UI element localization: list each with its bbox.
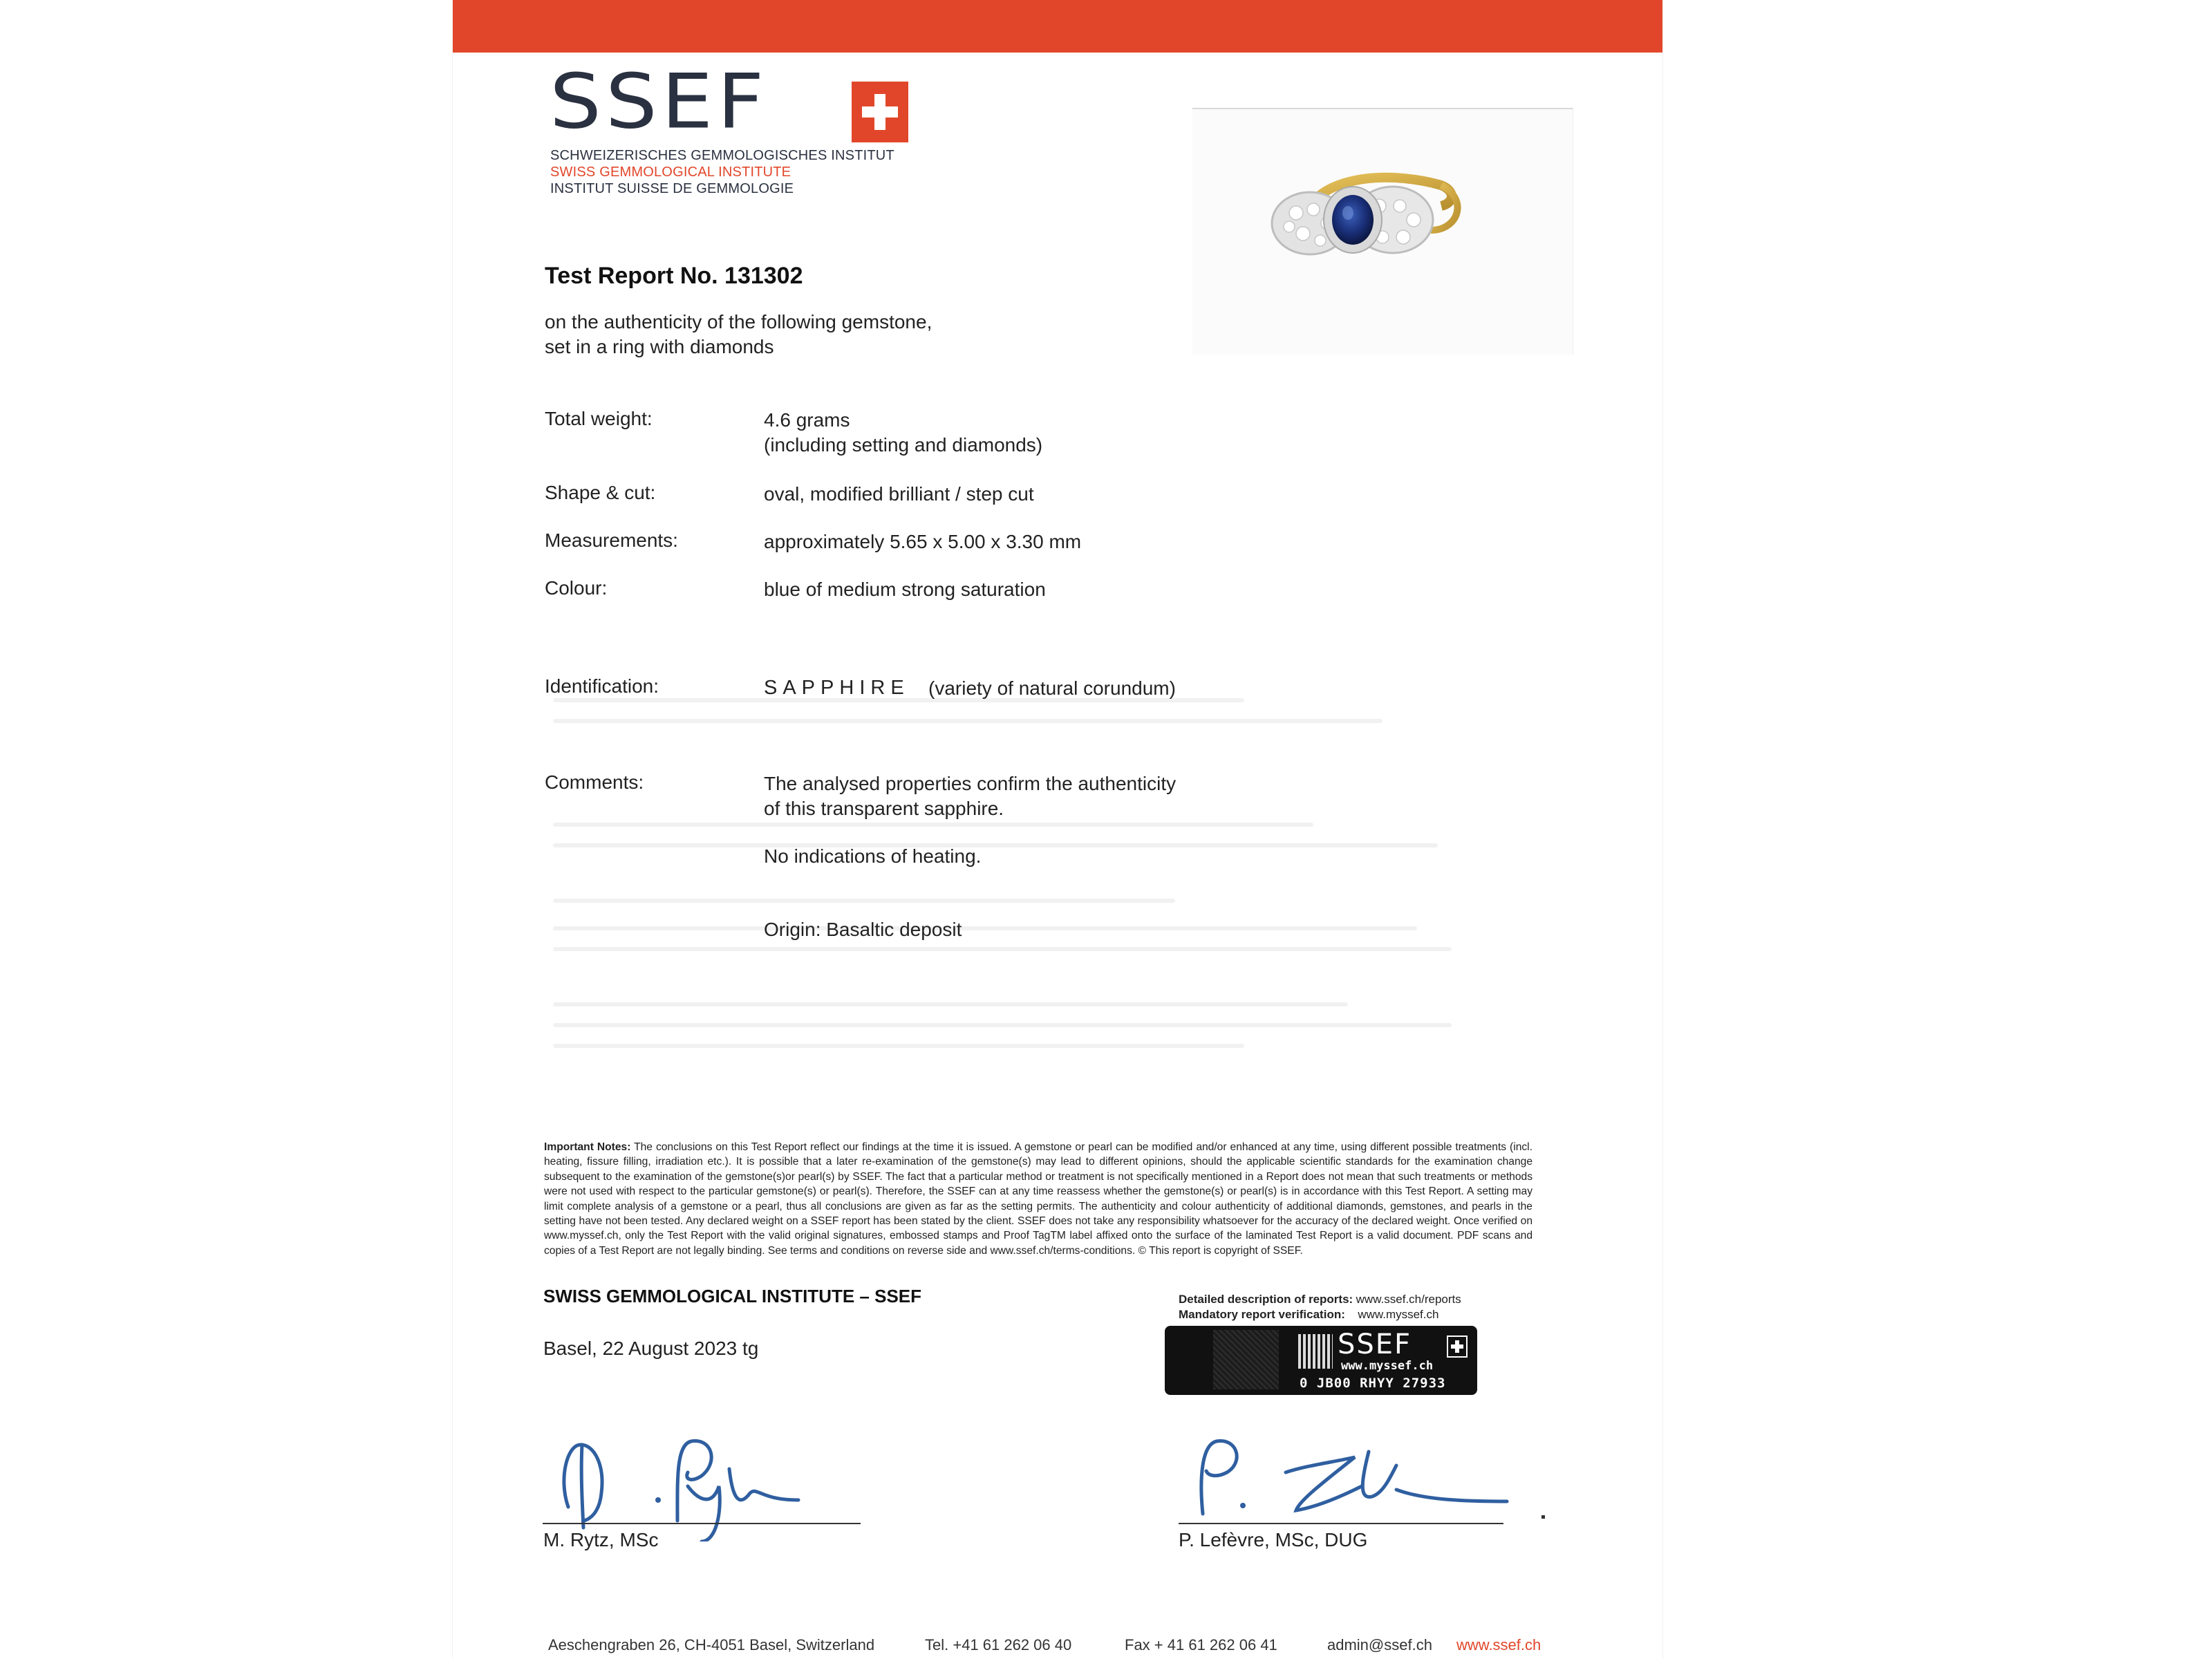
report-description-info xyxy=(1179,1293,1461,1306)
total-weight-label: Total weight: xyxy=(545,408,653,429)
logo-subtitle-english: SWISS GEMMOLOGICAL INSTITUTE xyxy=(550,165,791,180)
comments-line-2: of this transparent sapphire. xyxy=(764,798,1004,819)
comments-line-4: Origin: Basaltic deposit xyxy=(764,919,962,940)
report-intro-line-2: set in a ring with diamonds xyxy=(545,336,774,357)
proof-tag-swiss-cross-icon xyxy=(1447,1335,1468,1358)
mandatory-verification-label: Mandatory report verification: xyxy=(1179,1308,1345,1321)
proof-tag-url: www.myssef.ch xyxy=(1341,1359,1434,1373)
colour-value: blue of medium strong saturation xyxy=(764,579,1046,600)
important-notes-text: The conclusions on this Test Report reflect our findings at the time it is issued. A gemstone or pearl can be modified and/or enhanced at any time, using different possible treatments (incl. heating, fissure filling, irradiation etc.). It is possible that a later re-examination of the gemstone(s) may lead to different opinions, should the applicable scientific standards for the examination change subsequent to the examination of the gemstone(s)or pearl(s) by SSEF. The fact that a particular method or treatment is not specifically mentioned in a Report does not mean that such treatments or methods were not used with respect to the particular gemstone(s) or pearl(s). Therefore, the SSEF can at any time reassess whether the gemstone(s) or pearl(s) is in accordance with this Test Report. A setting may limit complete analysis of a gemstone or a pearl, thus all conclusions are given as far as the setting permits. The authenticity and colour authenticity of additional diamonds, gemstones, and pearls in the setting have not been tested. Any declared weight on a SSEF report has been stated by the client. SSEF does not take any responsibility whatsoever for the accuracy of the declared weight. Once verified on www.myssef.ch, only the Test Report with the valid original signatures, embossed stamps and Proof TagTM label affixed onto the surface of the laminated Test Report is a valid document. PDF scans and copies of a Test Report are not legally binding. See terms and conditions on reverse side and www.ssef.ch/terms-conditions. © This report is copyright of SSEF. xyxy=(544,1141,1533,1257)
place-date: Basel, 22 August 2023 tg xyxy=(543,1338,759,1359)
signature-line-right xyxy=(1179,1523,1503,1524)
proof-tag-code: 0 JB00 RHYY 27933 xyxy=(1300,1376,1446,1391)
report-title: Test Report No. 131302 xyxy=(545,263,803,289)
identification-value: SAPPHIRE xyxy=(764,677,910,699)
comments-line-1: The analysed properties confirm the authenticity xyxy=(764,773,1177,794)
comments-label: Comments: xyxy=(545,771,644,793)
signature-line-left xyxy=(543,1523,861,1524)
identification-label: Identification: xyxy=(545,675,659,697)
report-description-label: Detailed description of reports: xyxy=(1179,1293,1353,1306)
footer-address: Aeschengraben 26, CH-4051 Basel, Switzerland xyxy=(548,1636,875,1653)
signature-dot xyxy=(1541,1515,1545,1519)
issuer-name: SWISS GEMMOLOGICAL INSTITUTE – SSEF xyxy=(543,1286,922,1306)
measurements-value: approximately 5.65 x 5.00 x 3.30 mm xyxy=(764,531,1082,552)
colour-label: Colour: xyxy=(545,577,608,599)
identification-note: (variety of natural corundum) xyxy=(928,677,1176,699)
measurements-label: Measurements: xyxy=(545,529,678,551)
total-weight-note: (including setting and diamonds) xyxy=(764,434,1043,456)
mandatory-verification-info xyxy=(1179,1308,1438,1322)
swiss-cross-icon xyxy=(852,82,908,142)
footer-fax: Fax + 41 61 262 06 41 xyxy=(1125,1636,1277,1653)
shape-cut-value: oval, modified brilliant / step cut xyxy=(764,483,1034,505)
important-notes xyxy=(544,1140,1533,1258)
header-accent-bar xyxy=(453,0,1662,53)
report-intro-line-1: on the authenticity of the following gemstone, xyxy=(545,311,932,332)
shape-cut-label: Shape & cut: xyxy=(545,482,656,503)
signatory-right: P. Lefèvre, MSc, DUG xyxy=(1179,1529,1368,1550)
footer-email[interactable]: admin@ssef.ch xyxy=(1327,1636,1432,1653)
logo-subtitle-german: SCHWEIZERISCHES GEMMOLOGISCHES INSTITUT xyxy=(550,148,894,163)
footer-telephone: Tel. +41 61 262 06 40 xyxy=(925,1636,1072,1653)
footer-website-link[interactable]: www.ssef.ch xyxy=(1456,1636,1541,1653)
ssef-logo-wordmark: SSEF xyxy=(550,57,769,146)
gemstone-photo xyxy=(1192,108,1573,355)
proof-tag-label xyxy=(1165,1326,1477,1395)
proof-tag-brand: SSEF xyxy=(1338,1329,1412,1360)
signatory-left: M. Rytz, MSc xyxy=(543,1529,659,1550)
mandatory-verification-link[interactable]: www.myssef.ch xyxy=(1358,1308,1439,1321)
report-description-link[interactable]: www.ssef.ch/reports xyxy=(1356,1293,1461,1306)
comments-line-3: No indications of heating. xyxy=(764,845,982,867)
important-notes-heading: Important Notes: xyxy=(544,1141,631,1153)
total-weight-value: 4.6 grams xyxy=(764,409,850,431)
signature-right xyxy=(1189,1424,1514,1528)
qr-code-icon xyxy=(1298,1334,1333,1369)
logo-subtitle-french: INSTITUT SUISSE DE GEMMOLOGIE xyxy=(550,181,794,196)
hologram-icon xyxy=(1213,1330,1279,1389)
